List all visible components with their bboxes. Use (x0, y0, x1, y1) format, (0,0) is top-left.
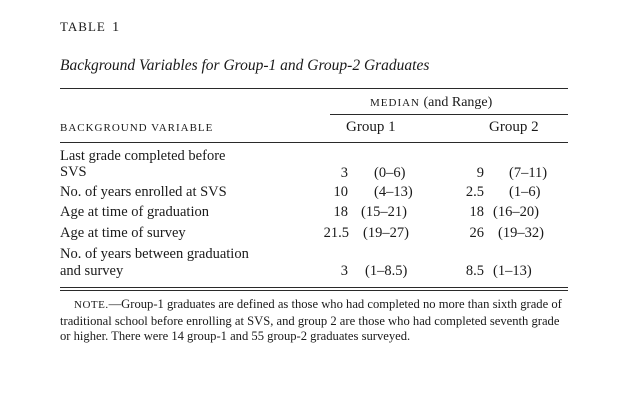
row-g1-median: 3 (340, 165, 348, 181)
table-caption: Background Variables for Group-1 and Group-2 Graduates (60, 57, 430, 74)
background-variable-header: BACKGROUND VARIABLE (60, 122, 214, 134)
row-g1-range: (4–13) (374, 184, 413, 200)
row-g2-range: (16–20) (493, 204, 539, 220)
row-g1-range: (1–8.5) (365, 263, 408, 279)
group2-header: Group 2 (489, 119, 539, 135)
row-label-line1: Age at time of graduation (60, 204, 209, 220)
row-label-line1: Age at time of survey (60, 225, 186, 241)
header-rule (60, 142, 568, 143)
row-g2-median: 9 (476, 165, 484, 181)
row-g1-range: (15–21) (361, 204, 407, 220)
group1-header: Group 1 (346, 119, 396, 135)
spanner-rule (330, 114, 568, 115)
row-label-line1: Last grade completed before (60, 148, 226, 164)
bottom-rule (60, 287, 568, 288)
top-rule (60, 88, 568, 89)
table-note (60, 297, 570, 345)
table-label-word: TABLE (60, 19, 106, 34)
row-g2-median: 8.5 (465, 263, 484, 279)
row-g2-range: (1–6) (509, 184, 541, 200)
row-label-line1: No. of years between graduation (60, 246, 249, 262)
row-label-line2: and survey (60, 263, 124, 279)
row-g1-median: 18 (333, 204, 348, 220)
row-g1-range: (0–6) (374, 165, 406, 181)
row-g2-range: (19–32) (498, 225, 544, 241)
note-head: NOTE. (74, 299, 109, 311)
table-label-number: 1 (112, 20, 120, 35)
median-range-header (370, 95, 492, 111)
bottom-rule-double (60, 290, 568, 291)
median-header-rest: (and Range) (420, 95, 493, 110)
median-header-word: MEDIAN (370, 97, 420, 109)
note-body: —Group-1 graduates are defined as those who had completed no more than sixth grade of traditional school before enrolling at SVS, and group 2 are those who had completed seventh grade or higher. There were 14 group-1 and 55 group-2 graduates surveyed. (60, 297, 562, 343)
row-g1-median: 3 (340, 263, 348, 279)
row-g1-range: (19–27) (363, 225, 409, 241)
row-label-line2: SVS (60, 164, 87, 180)
row-g2-median: 26 (469, 225, 484, 241)
row-g2-range: (7–11) (509, 165, 548, 181)
row-label-line1: No. of years enrolled at SVS (60, 184, 227, 200)
row-g2-median: 2.5 (465, 184, 484, 200)
row-g2-median: 18 (469, 204, 484, 220)
row-g1-median: 10 (333, 184, 348, 200)
table-label (60, 19, 119, 36)
row-g1-median: 21.5 (323, 225, 349, 241)
row-g2-range: (1–13) (493, 263, 532, 279)
